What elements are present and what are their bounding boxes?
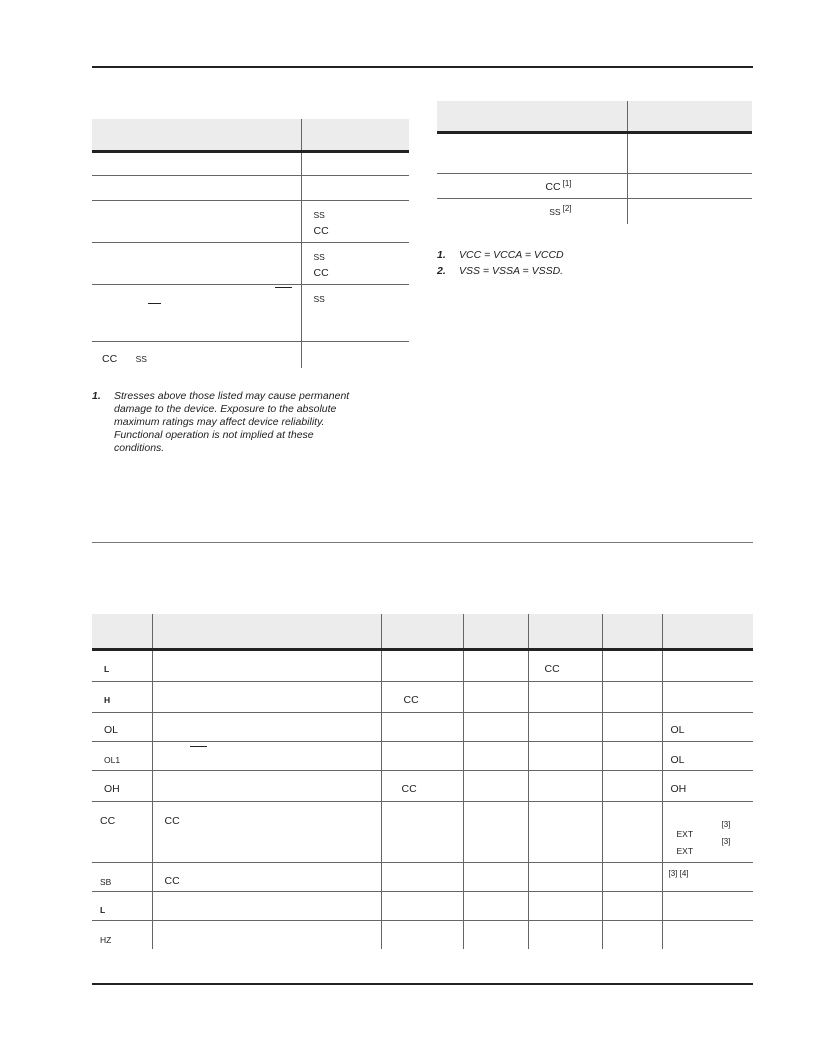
table-row xyxy=(92,176,409,201)
table-row xyxy=(92,771,753,802)
note-text: VSS = VSSA = VSSD. xyxy=(459,265,564,277)
table-row xyxy=(92,682,753,713)
cell-text: OL xyxy=(670,754,685,766)
cell-text: SS xyxy=(135,354,147,364)
cell-text: SS xyxy=(313,210,325,220)
header-cell-typ xyxy=(528,614,602,650)
table-row xyxy=(92,892,753,921)
note-number: 2. xyxy=(437,265,446,277)
table-row xyxy=(92,201,409,243)
cell-text: SS xyxy=(313,294,325,304)
overbar-mark xyxy=(148,303,161,304)
cell-text: SS xyxy=(549,207,561,217)
header-cell-range xyxy=(627,101,752,133)
cell-text: CC xyxy=(401,783,417,795)
header-cell-parameter xyxy=(92,119,301,152)
abs-max-notes xyxy=(92,390,392,460)
section-divider xyxy=(92,542,753,543)
overbar-mark xyxy=(275,287,292,288)
footnote-ref: [1] xyxy=(562,179,572,188)
absolute-maximum-ratings-table xyxy=(92,119,409,368)
footnote-ref: [3] xyxy=(721,820,731,829)
cell-text: CC xyxy=(313,267,329,279)
symbol-text: HZ xyxy=(100,935,112,945)
symbol-text: L xyxy=(104,664,110,674)
cell-text: EXT xyxy=(676,846,694,856)
header-cell-test-conditions xyxy=(381,614,463,650)
note-line: conditions. xyxy=(114,442,165,454)
header-cell-rating xyxy=(301,119,409,152)
footnote-ref: [2] xyxy=(562,204,572,213)
cell-text: CC xyxy=(164,875,180,887)
table-row xyxy=(92,742,753,771)
symbol-text: OL1 xyxy=(104,755,121,765)
symbol-text: OH xyxy=(104,783,120,795)
cell-text: CC xyxy=(545,181,561,193)
cell-text: CC xyxy=(164,815,180,827)
operating-range-table xyxy=(437,101,752,224)
cell-text: CC xyxy=(102,353,118,365)
cell-text: SS xyxy=(313,252,325,262)
table-row xyxy=(437,174,752,199)
table-row xyxy=(437,133,752,174)
header-cell-min xyxy=(463,614,528,650)
cell-text: CC xyxy=(313,225,329,237)
table-header-row xyxy=(437,101,752,133)
note-line: damage to the device. Exposure to the absolute xyxy=(114,403,337,415)
table-row xyxy=(92,863,753,892)
symbol-text: SB xyxy=(100,877,112,887)
cell-text: CC xyxy=(403,694,419,706)
table-row xyxy=(437,199,752,224)
cell-text: OH xyxy=(670,783,687,795)
header-cell-condition xyxy=(437,101,627,133)
symbol-text: CC xyxy=(100,815,116,827)
note-number: 1. xyxy=(437,249,446,261)
note-text: VCC = VCCA = VCCD xyxy=(459,249,564,261)
header-cell-symbol xyxy=(92,614,152,650)
op-range-notes xyxy=(437,249,737,281)
symbol-text: H xyxy=(104,695,111,705)
note-number: 1. xyxy=(92,390,101,402)
cell-text: EXT xyxy=(676,829,694,839)
table-row xyxy=(92,152,409,176)
table-row xyxy=(92,285,409,342)
table-header-row xyxy=(92,614,753,650)
table-row xyxy=(92,802,753,863)
overbar-mark xyxy=(190,746,207,747)
symbol-text: OL xyxy=(104,724,119,736)
table-row xyxy=(92,650,753,682)
table-row xyxy=(92,342,409,368)
table-row xyxy=(92,713,753,742)
header-cell-unit xyxy=(662,614,753,650)
cell-text: CC xyxy=(544,663,560,675)
dc-characteristics-table xyxy=(92,614,753,949)
cell-text: OL xyxy=(670,724,685,736)
symbol-text: L xyxy=(100,905,106,915)
header-rule xyxy=(92,66,753,68)
table-row xyxy=(92,921,753,949)
footer-rule xyxy=(92,983,753,985)
header-cell-max xyxy=(602,614,662,650)
note-line: Stresses above those listed may cause permanent xyxy=(114,390,350,402)
footnote-ref: [3] [4] xyxy=(668,869,689,878)
header-cell-parameter xyxy=(152,614,381,650)
note-line: Functional operation is not implied at these xyxy=(114,429,314,441)
table-header-row xyxy=(92,119,409,152)
table-row xyxy=(92,243,409,285)
note-line: maximum ratings may affect device reliability. xyxy=(114,416,325,428)
footnote-ref: [3] xyxy=(721,837,731,846)
